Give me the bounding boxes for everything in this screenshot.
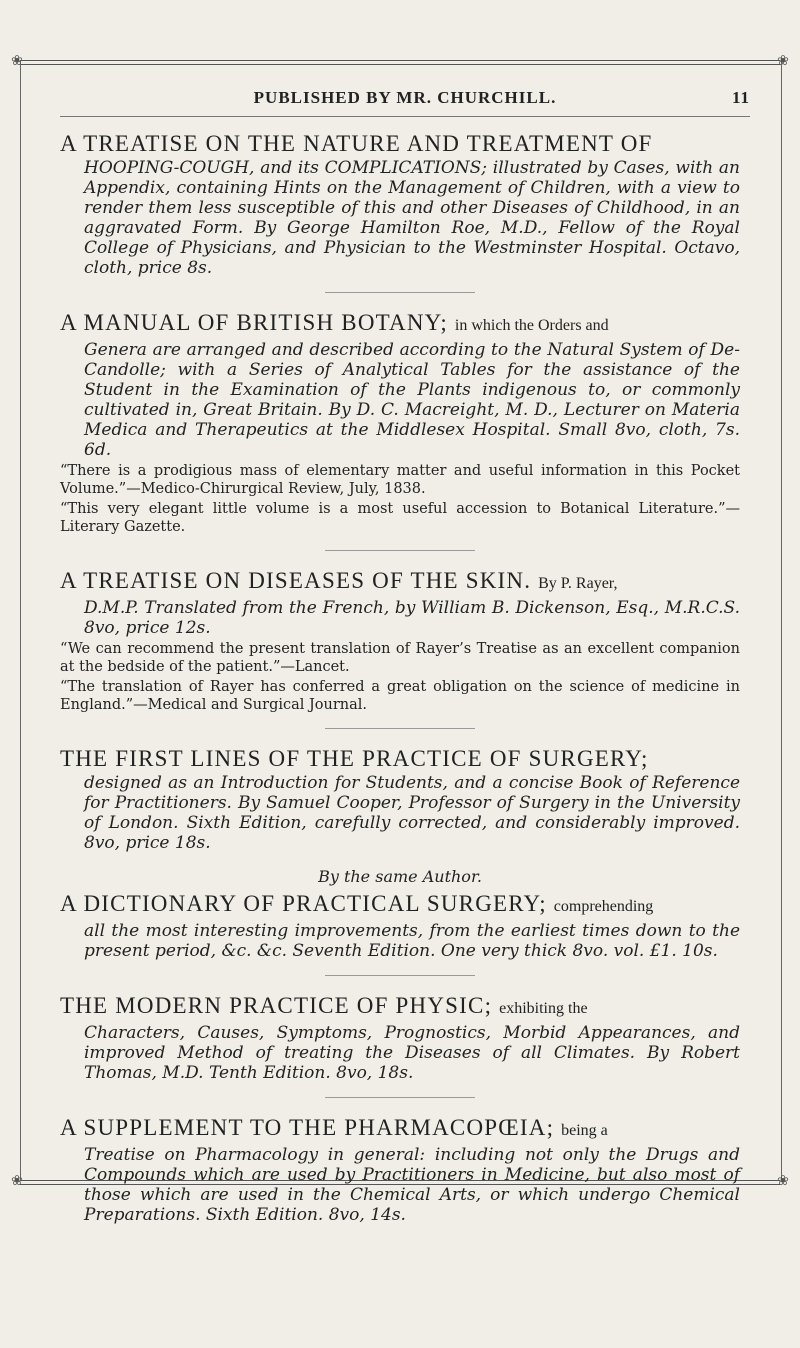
same-author-note: By the same Author. [318,867,482,886]
entry-british-botany [60,309,740,536]
review-quote: “There is a prodigious mass of elementary matter and useful information in this Pocket Volume.”—Medico-Chirurgical Review, July, 1838. [60,463,740,497]
entry-modern-physic [60,992,740,1083]
entry-body: Treatise on Pharmacology in general: including not only the Drugs and Compounds which are used by Practitioners in Medicine, but also most of those which are used in the Chemical Arts, or which undergo Chemical Preparations. Sixth Edition. 8vo, 14s. [84,1145,740,1225]
header-rule [60,116,750,117]
entry-body: all the most interesting improvements, from the earliest times down to the present period, &c. &c. Seventh Edition. One very thick 8vo. vol. £1. 10s. [84,921,740,961]
review-quote: “The translation of Rayer has conferred a great obligation on the science of medicine in England.”—Medical and Surgical Journal. [60,679,740,713]
entry-body: Characters, Causes, Symptoms, Prognostics, Morbid Appearances, and improved Method of treating the Diseases of all Climates. By Robert Thomas, M.D. Tenth Edition. 8vo, 18s. [84,1023,740,1083]
entry-diseases-skin [60,567,740,714]
separator-rule [325,1097,475,1098]
separator-rule [325,975,475,976]
separator-rule [325,550,475,551]
separator-rule [325,292,475,293]
entry-body: HOOPING-COUGH, and its COMPLICATIONS; illustrated by Cases, with an Appendix, containing Hints on the Management of Children, with a view to render them less susceptible of this and other Diseases of Childhood, in an aggravated Form. By George Hamilton Roe, M.D., Fellow of the Royal College of Physicians, and Physician to the Westminster Hospital. Octavo, cloth, price 8s. [84,158,740,278]
entry-pharmacopoeia [60,1114,740,1225]
corner-ornament-icon: ❀ [11,1173,23,1189]
entry-title: A SUPPLEMENT TO THE PHARMACOPŒIA; being a [60,1115,608,1140]
separator-rule [325,728,475,729]
page-header [60,88,750,108]
entry-title: A TREATISE ON THE NATURE AND TREATMENT OF [60,131,653,156]
corner-ornament-icon: ❀ [777,1173,789,1189]
review-quote: “This very elegant little volume is a most useful accession to Botanical Literature.”—Literary Gazette. [60,501,740,535]
entry-practice-surgery [60,745,740,853]
entry-body: D.M.P. Translated from the French, by William B. Dickenson, Esq., M.R.C.S. 8vo, price 12s. [84,598,740,638]
page-number: 11 [731,88,750,107]
entry-body: designed as an Introduction for Students, and a concise Book of Reference for Practitioners. By Samuel Cooper, Professor of Surgery in the University of London. Sixth Edition, carefully corrected, and considerably improved. 8vo, price 18s. [84,773,740,853]
corner-ornament-icon: ❀ [777,53,789,69]
corner-ornament-icon: ❀ [11,53,23,69]
entry-title: A MANUAL OF BRITISH BOTANY; in which the Orders and [60,310,609,335]
entry-body: Genera are arranged and described according to the Natural System of De-Candolle; with a Series of Analytical Tables for the assistance of the Student in the Examination of the Plants indigenous to, or commonly cultivated in, Great Britain. By D. C. Macreight, M. D., Lecturer on Materia Medica and Therapeutics at the Middlesex Hospital. Small 8vo, cloth, 7s. 6d. [84,340,740,460]
entry-dictionary-surgery [60,890,740,961]
entry-title: THE MODERN PRACTICE OF PHYSIC; exhibiting the [60,993,588,1018]
catalogue-content [60,130,740,1239]
entry-hooping-cough [60,130,740,278]
entry-title: THE FIRST LINES OF THE PRACTICE OF SURGERY; [60,746,649,771]
review-quote: “We can recommend the present translation of Rayer’s Treatise as an excellent companion at the bedside of the patient.”—Lancet. [60,641,740,675]
header-title: PUBLISHED BY MR. CHURCHILL. [253,88,557,107]
entry-title: A DICTIONARY OF PRACTICAL SURGERY; comprehending [60,891,654,916]
entry-title: A TREATISE ON DISEASES OF THE SKIN. By P. Rayer, [60,568,618,593]
